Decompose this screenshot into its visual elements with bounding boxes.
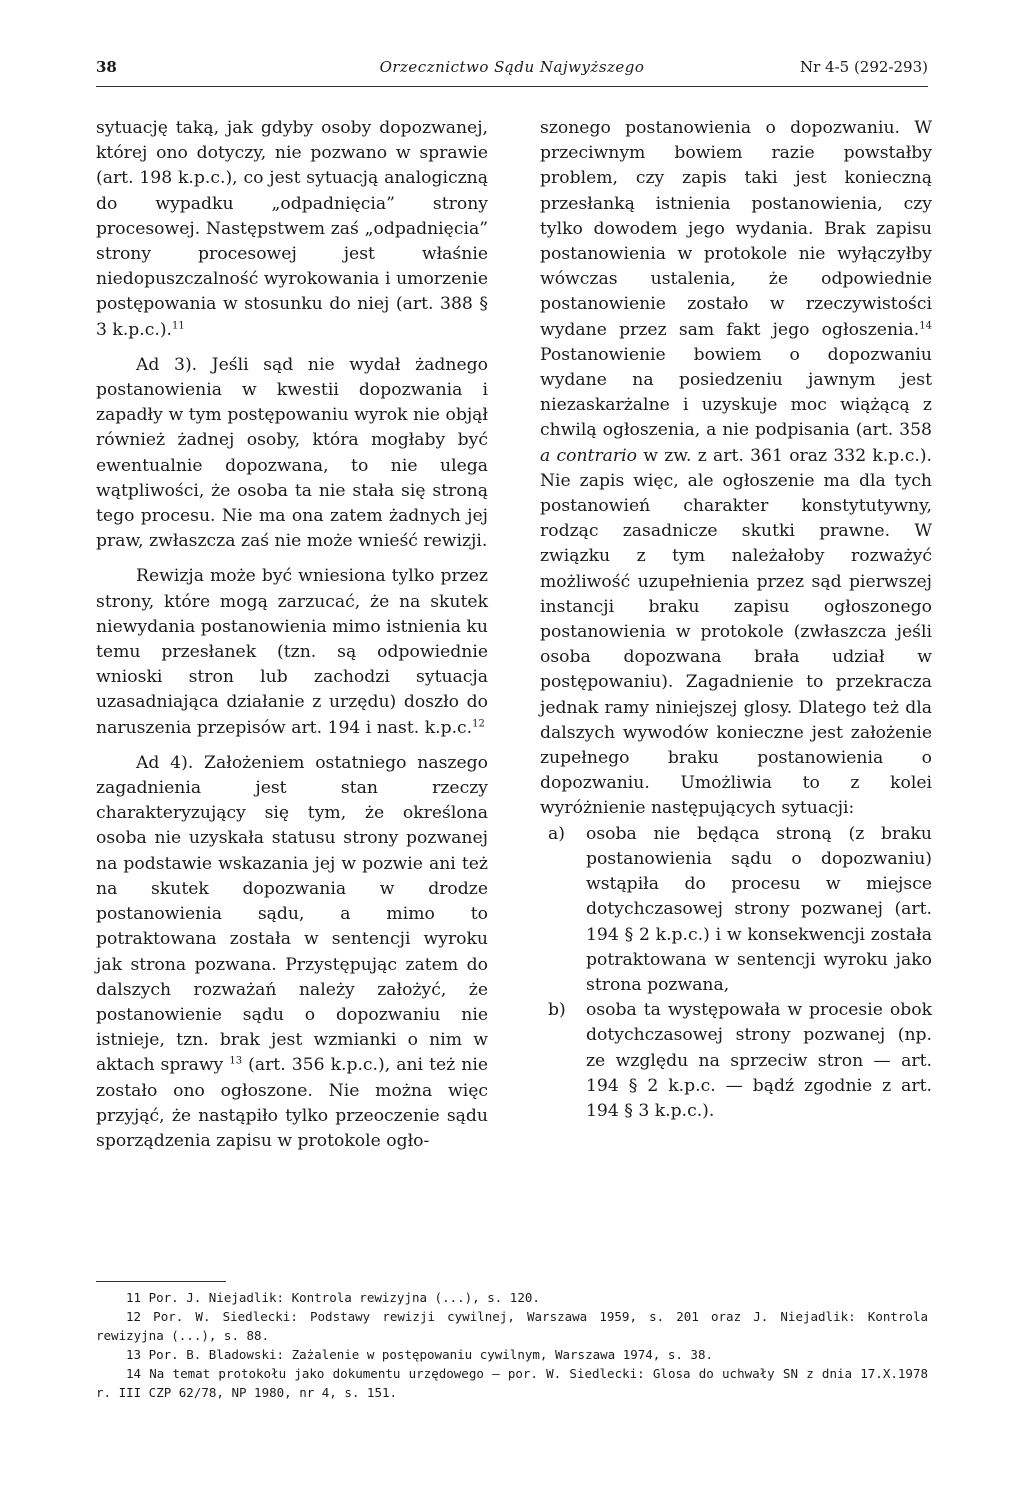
paragraph: Ad 3). Jeśli sąd nie wydał żadnego postanowienia w kwestii dopozwania i zapadły w tym postępowaniu wyrok nie objął również żadnej osoby, która mogłaby być ewentualnie dopozwana, to nie ulega wątpliwości, że osoba ta nie stała się stroną tego procesu. Nie ma ona zatem żadnych jej praw, zwłaszcza zaś nie może wnieść rewizji. [96,354,488,552]
list-item: b) osoba ta występowała w procesie obok dotychczasowej strony pozwanej (np. ze względu na sprzeciw stron — art. 194 § 2 k.p.c. — bądź zgodnie z art. 194 § 3 k.p.c.). [548,1000,932,1121]
list-item: a) osoba nie będąca stroną (z braku postanowienia sądu o dopozwaniu) wstąpiła do procesu w miejsce dotychczasowej strony pozwanej (art. 194 § 2 k.p.c.) i w konsekwencji została potraktowana w sentencji wyroku jako strona pozwana, [548,823,932,995]
situations-list [540,822,932,1124]
paragraph: sytuację taką, jak gdyby osoby dopozwanej, której ono dotyczy, nie pozwano w sprawie (art. 198 k.p.c.), co jest sytuacją analogiczną do wypadku „odpadnięcia” strony procesowej. Następstwem zaś „odpadnięcia” strony procesowej jest właśnie niedopuszczalność wyrokowania i umorzenie postępowania w stosunku do niej (art. 388 § 3 k.p.c.).$^{11}$ [96,118,488,340]
right-column [540,116,932,1124]
footnote: 12 Por. W. Siedlecki: Podstawy rewizji cywilnej, Warszawa 1959, s. 201 oraz J. Niejadlik: Kontrola rewizyjna (...), s. 88. [96,1309,928,1343]
footnote-rule [96,1281,226,1282]
footnote-ref: 11 [172,319,185,331]
latin-term: a contrario [540,445,637,466]
issue-number: Nr 4-5 (292-293) [799,58,928,76]
paragraph: Ad 4). Założeniem ostatniego naszego zagadnienia jest stan rzeczy charakteryzujący się tym, że określona osoba nie uzyskała statusu strony pozwanej na podstawie wskazania jej w pozwie ani też na skutek dopozwania w drodze postanowienia sądu, a mimo to potraktowana została w sentencji wyroku jak strona pozwana. Przystępując zatem do dalszych rozważań należy założyć, że postanowienie sądu o dopozwaniu nie istnieje, tzn. brak jest wzmianki o nim w aktach sprawy $^{13}$ (art. 356 k.p.c.), ani też nie zostało ono ogłoszone. Nie można więc przyjąć, że nastąpiło tylko przeoczenie sądu sporządzenia zapisu w protokole ogło- [96,752,489,1151]
list-marker: a) [548,823,565,844]
header-rule [96,86,928,87]
footnote-ref: 13 [229,1055,243,1067]
running-header [96,58,928,86]
list-marker: b) [548,1000,566,1021]
page-number: 38 [96,58,117,76]
left-column [96,116,488,1154]
footnote: 14 Na temat protokołu jako dokumentu urzędowego — por. W. Siedlecki: Glosa do uchwały SN z dnia 17.X.1978 r. III CZP 62/78, NP 1980, nr 4, s. 151. [96,1366,928,1400]
footnote-ref: 12 [472,717,485,729]
footnote: 13 Por. B. Bladowski: Zażalenie w postępowaniu cywilnym, Warszawa 1974, s. 38. [126,1347,713,1362]
footnotes [96,1288,928,1402]
footnote-ref: 14 [919,319,932,331]
footnote: 11 Por. J. Niejadlik: Kontrola rewizyjna (...), s. 120. [126,1290,540,1305]
paragraph: szonego postanowienia o dopozwaniu. W przeciwnym bowiem razie powstałby problem, czy zapis taki jest konieczną przesłanką istnienia postanowienia, czy tylko dowodem jego wydania. Brak zapisu postanowienia w protokole nie wyłączyłby wówczas ustalenia, że odpowiednie postanowienie zostało w rzeczywistości wydane przez sam fakt jego ogłoszenia.$^{14}$ Postanowienie bowiem o dopozwaniu wydane na posiedzeniu jawnym jest niezaskarżalne i uzyskuje moc wiążącą z chwilą ogłoszenia, a nie podpisania (art. 358 a contrario w zw. z art. 361 oraz 332 k.p.c.). Nie zapis więc, ale ogłoszenie ma dla tych postanowień charakter konstytutywny, rodząc zasadnicze skutki prawne. W związku z tym należałoby rozważyć możliwość uzupełnienia przez sąd pierwszej instancji braku zapisu ogłoszonego postanowienia w protokole (zwłaszcza jeśli osoba dopozwana brała udział w postępowaniu). Zagadnienie to przekracza jednak ramy niniejszej glosy. Dlatego też dla dalszych wywodów konieczne jest założenie zupełnego braku postanowienia o dopozwaniu. Umożliwia to z kolei wyróżnienie następujących sytuacji: [540,118,932,819]
paragraph: Rewizja może być wniesiona tylko przez strony, które mogą zarzucać, że na skutek niewydania postanowienia mimo istnienia ku temu przesłanek (tzn. są odpowiednie wnioski stron lub zachodzi sytuacja uzasadniająca działanie z urzędu) doszło do naruszenia przepisów art. 194 i nast. k.p.c.$^{12}$ [96,566,488,738]
journal-title: Orzecznictwo Sądu Najwyższego [379,58,645,76]
